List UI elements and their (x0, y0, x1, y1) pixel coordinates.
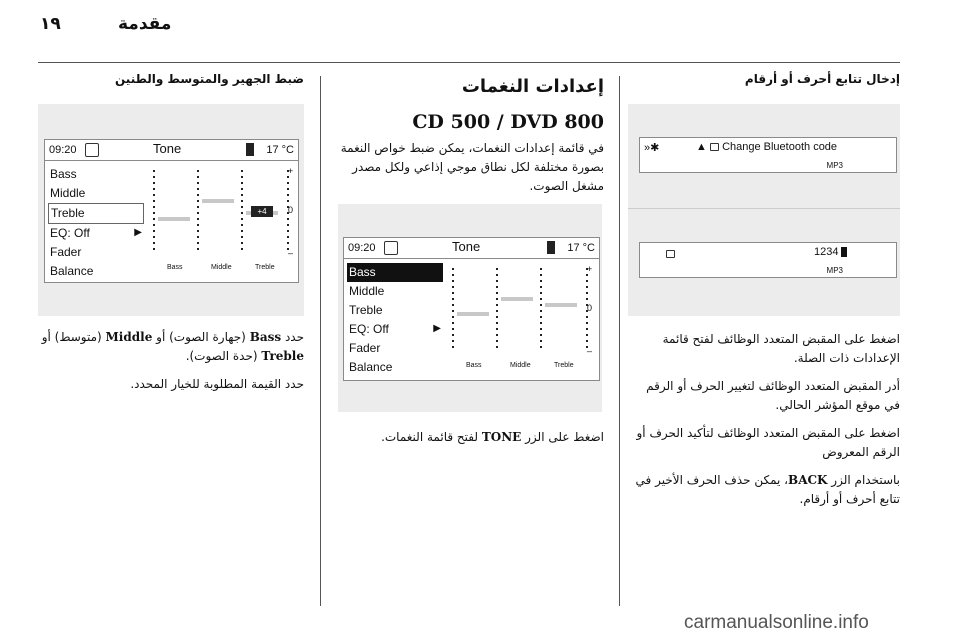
temperature: 17 °C (567, 242, 595, 254)
arrow-right-icon: ▶ (134, 227, 142, 238)
tone-menu-item[interactable] (347, 263, 443, 282)
eq-band-label: Treble (255, 264, 275, 271)
eq-scale-dot (452, 322, 454, 324)
eq-scale-dot (153, 176, 155, 178)
header-rule (38, 62, 900, 63)
eq-scale-dot (452, 268, 454, 270)
tone-menu-item[interactable] (347, 301, 443, 320)
eq-scale-dot (452, 340, 454, 342)
eq-scale-dot (586, 322, 588, 324)
status-bar (45, 140, 298, 161)
eq-scale-dot (540, 298, 542, 300)
eq-scale-dot (496, 346, 498, 348)
clock-time: 09:20 (49, 144, 77, 156)
right-p4: باستخدام الزر BACK، يمكن حذف الحرف الأخير في تتابع أحرف أو أرقام. (635, 473, 900, 506)
eq-scale-dot (540, 346, 542, 348)
eq-scale-dot (496, 292, 498, 294)
status-bar (344, 238, 599, 259)
eq-scale-dot (153, 230, 155, 232)
eq-scale-dot (452, 274, 454, 276)
left-p1: حدد Bass (جهارة الصوت) أو Middle (متوسط) أو Treble (حدة الصوت). (41, 330, 304, 363)
eq-scale-dot (287, 218, 289, 220)
cursor-icon: ▲ (696, 141, 707, 153)
eq-scale-mark: + (587, 264, 593, 274)
watermark: carmanualsonline.info (684, 612, 869, 633)
lock-icon-b (666, 250, 675, 258)
eq-scale-dot (287, 242, 289, 244)
eq-scale-dot (586, 274, 588, 276)
tone-menu-label: Fader (50, 245, 82, 259)
middle-heading: إعدادات النغمات (461, 76, 604, 97)
eq-scale-dot (452, 286, 454, 288)
eq-band-label: Middle (211, 264, 232, 271)
bt-figure (628, 104, 900, 316)
section-title: مقدمة (118, 14, 172, 34)
eq-scale-dot (452, 304, 454, 306)
eq-scale-dot (241, 206, 243, 208)
eq-scale-dot (153, 248, 155, 250)
eq-scale-dot (241, 212, 243, 214)
eq-scale-dot (241, 218, 243, 220)
eq-scale-dot (452, 298, 454, 300)
tone-instruction: اضغط على الزر TONE لفتح قائمة النغمات. (381, 430, 604, 444)
eq-scale-dot (241, 248, 243, 250)
eq-scale-dot (452, 280, 454, 282)
tone-menu-item[interactable] (48, 243, 144, 262)
eq-scale-dot (287, 182, 289, 184)
eq-scale-dot (452, 328, 454, 330)
eq-scale-dot (287, 230, 289, 232)
eq-scale-dot (540, 292, 542, 294)
screen-title: Tone (153, 141, 182, 156)
eq-scale-dot (586, 286, 588, 288)
eq-scale-dot (496, 328, 498, 330)
eq-scale-dot (153, 206, 155, 208)
tone-menu-label: Balance (349, 360, 393, 374)
eq-scale-dot (496, 280, 498, 282)
eq-scale-dot (287, 194, 289, 196)
eq-scale-dot (197, 176, 199, 178)
eq-scale-dot (197, 170, 199, 172)
tone-menu-item[interactable] (347, 282, 443, 301)
bt-screen-b (639, 242, 897, 278)
eq-scale-dot (452, 316, 454, 318)
eq-scale-dot (540, 274, 542, 276)
eq-scale-dot (153, 224, 155, 226)
eq-scale-dot (153, 200, 155, 202)
tone-menu-item[interactable] (48, 262, 144, 281)
eq-scale-dot (287, 188, 289, 190)
eq-scale-dot (540, 340, 542, 342)
eq-scale-mark: – (587, 346, 593, 356)
tone-menu-label: Middle (50, 186, 86, 200)
tone-menu (48, 165, 144, 281)
bt-label: Change Bluetooth code (722, 141, 838, 153)
column-divider-left (320, 76, 321, 606)
eq-scale-mark: 0 (288, 205, 294, 215)
text-cursor (841, 247, 847, 257)
eq-scale-dot (586, 298, 588, 300)
page-header (0, 14, 960, 36)
tone-menu-label: Balance (50, 264, 94, 278)
eq-scale-dot (153, 218, 155, 220)
phone-icon (246, 143, 254, 156)
eq-scale-dot (241, 200, 243, 202)
bt-sub-a: MP3 (826, 161, 843, 170)
eq-scale-dot (540, 304, 542, 306)
eq-scale-dot (241, 188, 243, 190)
eq-scale-mark: 0 (587, 303, 593, 313)
eq-scale-dot (452, 310, 454, 312)
right-p2: أدر المقبض المتعدد الوظائف لتغيير الحرف أو الرقم في موقع المؤشر الحالي. (646, 379, 900, 412)
eq-scale-dot (153, 236, 155, 238)
clock-icon (384, 241, 398, 255)
tone-menu-item[interactable] (48, 184, 144, 203)
eq-scale-dot (496, 322, 498, 324)
middle-text (334, 428, 604, 456)
eq-scale-dot (452, 334, 454, 336)
bt-separator (628, 208, 900, 209)
tone-menu-item[interactable] (347, 320, 443, 339)
tone-screen-mid (343, 237, 600, 381)
right-text (634, 330, 900, 518)
tone-menu-label: Treble (51, 206, 85, 220)
eq-scale-dot (197, 182, 199, 184)
tone-menu-label: Bass (50, 167, 77, 181)
left-p2: حدد القيمة المطلوبة للخيار المحدد. (130, 377, 304, 391)
bt-screen-a (639, 137, 897, 173)
tone-menu-item[interactable] (347, 358, 443, 377)
eq-scale-dot (496, 316, 498, 318)
left-heading: ضبط الجهير والمتوسط والطنين (115, 72, 304, 86)
tone-menu-item[interactable] (48, 165, 144, 184)
eq-scale-mark: – (288, 248, 294, 258)
eq-scale-dot (496, 286, 498, 288)
clock-icon (85, 143, 99, 157)
eq-scale-dot (586, 280, 588, 282)
column-divider-right (619, 76, 620, 606)
eq-scale-dot (496, 304, 498, 306)
lock-icon (710, 143, 719, 151)
eq-scale-dot (540, 322, 542, 324)
eq-scale-dot (540, 316, 542, 318)
eq-scale-dot (540, 310, 542, 312)
eq-scale-dot (287, 224, 289, 226)
eq-scale-dot (241, 176, 243, 178)
tone-menu-item[interactable] (347, 339, 443, 358)
tone-menu-label: EQ: Off (349, 322, 389, 336)
eq-scale-dot (197, 236, 199, 238)
eq-scale-dot (197, 230, 199, 232)
tone-menu-label: Fader (349, 341, 381, 355)
temperature: 17 °C (266, 144, 294, 156)
right-column (634, 72, 900, 86)
eq-scale-dot (197, 242, 199, 244)
model-title: CD 500 / DVD 800 (412, 111, 604, 133)
eq-scale-dot (197, 188, 199, 190)
eq-scale-dot (586, 340, 588, 342)
eq-scale-dot (197, 212, 199, 214)
eq-scale-dot (197, 224, 199, 226)
eq-scale-dot (586, 316, 588, 318)
eq-band-label: Middle (510, 362, 531, 369)
code-value: 1234 (814, 246, 839, 258)
arrow-right-icon: ▶ (433, 323, 441, 334)
tone-menu-label: Middle (349, 284, 385, 298)
eq-level-bar[interactable] (158, 217, 190, 221)
eq-scale-dot (496, 310, 498, 312)
tone-screen-left (44, 139, 299, 283)
eq-scale-dot (586, 292, 588, 294)
middle-column (334, 72, 604, 205)
eq-scale-dot (197, 206, 199, 208)
eq-scale-dot (540, 280, 542, 282)
right-p1: اضغط على المقبض المتعدد الوظائف لفتح قائمة الإعدادات ذات الصلة. (662, 332, 900, 365)
clock-time: 09:20 (348, 242, 376, 254)
eq-band-label: Bass (466, 362, 482, 369)
eq-scale-dot (287, 236, 289, 238)
tone-menu-label: EQ: Off (50, 226, 90, 240)
eq-scale-dot (496, 298, 498, 300)
eq-scale-dot (287, 200, 289, 202)
eq-scale-dot (153, 212, 155, 214)
right-p3: اضغط على المقبض المتعدد الوظائف لتأكيد الحرف أو الرقم المعروض (636, 426, 900, 459)
right-heading: إدخال تتابع أحرف أو أرقام (744, 72, 900, 86)
eq-scale-dot (153, 170, 155, 172)
phone-icon (547, 241, 555, 254)
eq-scale-dot (153, 188, 155, 190)
tone-menu-item[interactable] (48, 224, 144, 243)
eq-scale-dot (197, 248, 199, 250)
eq-scale-dot (153, 242, 155, 244)
tone-menu (347, 263, 443, 377)
tone-menu-label: Treble (349, 303, 383, 317)
eq-scale-dot (586, 328, 588, 330)
eq-scale-dot (241, 182, 243, 184)
eq-scale-dot (153, 194, 155, 196)
left-column (40, 72, 304, 86)
eq-value-badge: +4 (251, 206, 273, 217)
left-text (40, 328, 304, 403)
eq-level-bar[interactable] (457, 312, 489, 316)
eq-level-bar[interactable] (545, 303, 577, 307)
eq-scale-dot (153, 182, 155, 184)
eq-level-bar[interactable] (501, 297, 533, 301)
eq-scale-dot (496, 334, 498, 336)
eq-band-label: Treble (554, 362, 574, 369)
eq-scale-dot (241, 224, 243, 226)
eq-scale-dot (496, 274, 498, 276)
eq-scale-dot (241, 242, 243, 244)
eq-scale-dot (496, 268, 498, 270)
eq-scale-dot (540, 334, 542, 336)
eq-band-label: Bass (167, 264, 183, 271)
eq-level-bar[interactable] (202, 199, 234, 203)
eq-scale-dot (586, 334, 588, 336)
eq-scale-dot (540, 268, 542, 270)
tone-menu-label: Bass (349, 265, 376, 279)
eq-scale-dot (197, 194, 199, 196)
eq-scale-dot (197, 218, 199, 220)
eq-scale-dot (452, 346, 454, 348)
eq-scale-dot (540, 286, 542, 288)
eq-scale-dot (452, 292, 454, 294)
middle-intro: في قائمة إعدادات النغمات، يمكن ضبط خواص النغمة بصورة مختلفة لكل نطاق موجي إذاعي ولكل مصدر مشغل الصوت. (340, 141, 604, 193)
nav-icons: »✱ (644, 142, 660, 154)
eq-scale-dot (241, 236, 243, 238)
eq-scale-dot (241, 194, 243, 196)
eq-scale-dot (241, 230, 243, 232)
eq-scale-dot (241, 170, 243, 172)
eq-scale-dot (540, 328, 542, 330)
eq-scale-dot (287, 176, 289, 178)
screen-title: Tone (452, 239, 481, 254)
page-number: ١٩ (40, 14, 61, 34)
bt-sub-b: MP3 (826, 266, 843, 275)
tone-menu-item[interactable] (48, 203, 144, 224)
eq-scale-dot (197, 200, 199, 202)
eq-scale-dot (496, 340, 498, 342)
eq-scale-mark: + (288, 166, 294, 176)
